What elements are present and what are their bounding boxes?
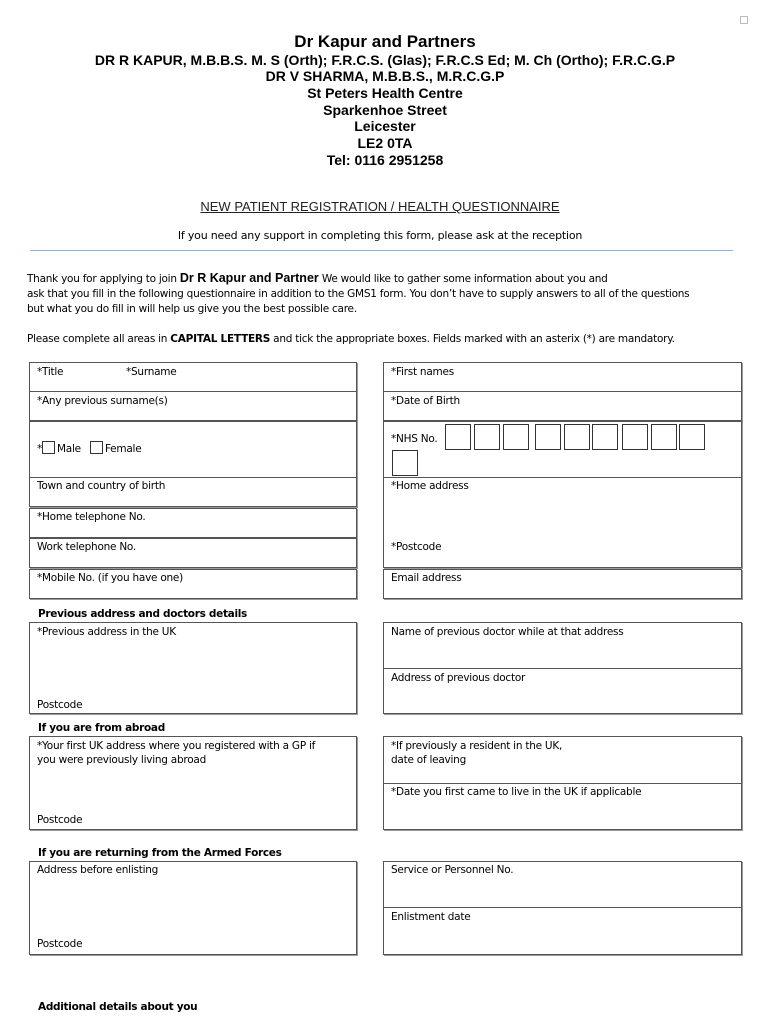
birth-place-label: Town and country of birth (37, 480, 166, 492)
gender-options: * Male Female (37, 443, 142, 455)
abroad-heading: If you are from abroad (38, 722, 165, 734)
form-title: NEW PATIENT REGISTRATION / HEALTH QUESTIONNAIRE (200, 199, 560, 214)
capital-letters-emphasis: CAPITAL LETTERS (170, 333, 271, 345)
nhs-digit-box[interactable] (474, 424, 500, 450)
title-label: *Title (37, 366, 64, 378)
practice-name-inline: Dr R Kapur and Partner (179, 271, 319, 285)
previous-surname-label: *Any previous surname(s) (37, 395, 168, 407)
practice-telephone: Tel: 0116 2951258 (326, 152, 444, 168)
date-of-birth-label: *Date of Birth (391, 395, 460, 407)
date-came-to-uk-label: *Date you first came to live in the UK if applicable (391, 786, 642, 798)
field-divider (384, 783, 741, 784)
practice-postcode: LE2 0TA (357, 135, 413, 151)
previous-address-label: *Previous address in the UK (37, 626, 176, 638)
abroad-postcode-label: Postcode (37, 814, 83, 826)
home-telephone-label: *Home telephone No. (37, 511, 146, 523)
male-checkbox[interactable] (42, 441, 55, 454)
practice-doctor-1: DR R KAPUR, M.B.B.S. M. S (Orth); F.R.C.S. (Glas); F.R.C.S Ed; M. Ch (Ortho); F.R.C.G.P (94, 52, 676, 68)
armed-forces-heading: If you are returning from the Armed Forces (38, 847, 282, 859)
female-checkbox[interactable] (90, 441, 103, 454)
nhs-digit-box[interactable] (503, 424, 529, 450)
practice-name: Dr Kapur and Partners (294, 32, 476, 51)
nhs-digit-box[interactable] (392, 450, 418, 476)
nhs-digit-box[interactable] (622, 424, 648, 450)
home-address-label: *Home address (391, 480, 469, 492)
previous-address-heading: Previous address and doctors details (38, 608, 247, 620)
additional-details-heading: Additional details about you (38, 1001, 198, 1013)
work-telephone-label: Work telephone No. (37, 541, 137, 553)
address-before-enlisting-label: Address before enlisting (37, 864, 159, 876)
previous-doctor-name-label: Name of previous doctor while at that address (391, 626, 624, 638)
surname-label: *Surname (126, 366, 177, 378)
first-uk-address-label: *Your first UK address where you registered with a GP if you were previously living abroad (37, 740, 316, 766)
home-postcode-label: *Postcode (391, 541, 442, 553)
field-divider (384, 668, 741, 669)
previous-doctor-address-label: Address of previous doctor (391, 672, 526, 684)
practice-doctor-2: DR V SHARMA, M.B.B.S., M.R.C.G.P (265, 68, 505, 84)
forces-postcode-label: Postcode (37, 938, 83, 950)
nhs-digit-box[interactable] (564, 424, 590, 450)
title-surname-field[interactable] (29, 362, 357, 392)
previous-postcode-label: Postcode (37, 699, 83, 711)
practice-address-2: Sparkenhoe Street (323, 102, 447, 118)
nhs-digit-box[interactable] (592, 424, 618, 450)
nhs-number-label: *NHS No. (391, 433, 438, 445)
service-number-label: Service or Personnel No. (391, 864, 514, 876)
female-label: Female (104, 443, 142, 455)
page-marker (740, 16, 748, 24)
instructions-paragraph: Please complete all areas in CAPITAL LETTERS and tick the appropriate boxes. Fields marked with an asterix (*) are mandatory. (27, 333, 675, 345)
nhs-digit-box[interactable] (535, 424, 561, 450)
practice-address-3: Leicester (354, 118, 416, 134)
support-note: If you need any support in completing this form, please ask at the reception (177, 229, 583, 242)
field-divider (384, 907, 741, 908)
email-label: Email address (391, 572, 462, 584)
nhs-digit-box[interactable] (651, 424, 677, 450)
male-label: Male (57, 443, 81, 455)
mobile-label: *Mobile No. (if you have one) (37, 572, 183, 584)
intro-paragraph: Thank you for applying to join Dr R Kapur and Partner We would like to gather some information about you and ask that you fill in the following questionnaire in addition to the GMS1 form. You don’t have to supply answers to all of the questions but what you do fill in will help us give you the best possible care. (27, 271, 690, 315)
practice-address-1: St Peters Health Centre (307, 85, 463, 101)
nhs-digit-box[interactable] (445, 424, 471, 450)
nhs-digit-box[interactable] (679, 424, 705, 450)
date-of-leaving-label: *If previously a resident in the UK, date of leaving (391, 740, 563, 766)
enlistment-date-label: Enlistment date (391, 911, 471, 923)
divider (30, 250, 733, 251)
first-names-label: *First names (391, 366, 454, 378)
